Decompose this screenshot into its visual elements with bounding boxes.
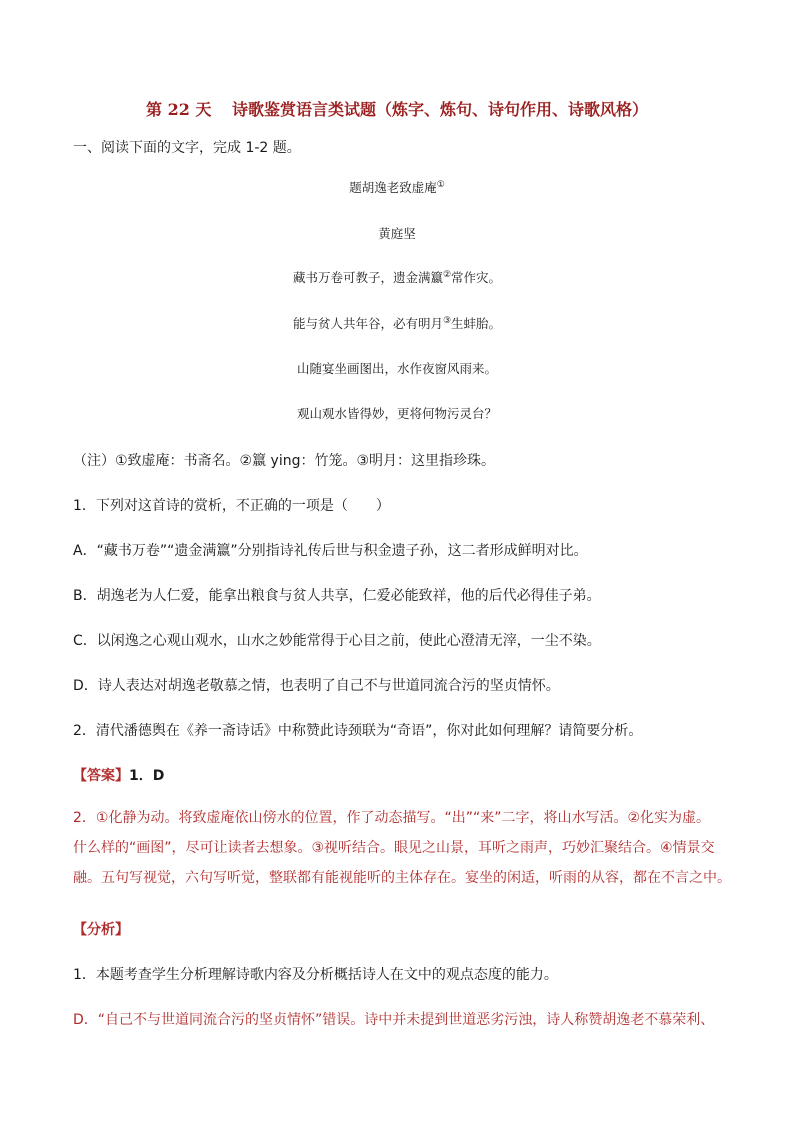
poem-title [0,178,794,196]
poem-line-1a: 藏书万卷可教子，遗金满籝 [292,270,443,285]
footnote-mark: ② [442,269,452,280]
poem-author: 黄庭坚 [378,226,416,241]
poem-note: （注）①致虚庵：书斋名。②籝 ying：竹笼。③明月：这里指珍珠。 [73,453,496,469]
poem-line-4: 观山观水皆得妙，更将何物污灵台？ [296,406,497,421]
poem-line-2a: 能与贫人共年谷，必有明月 [292,316,443,331]
poem-line-2b: 生蚌胎。 [451,316,502,331]
answer-2-line-3: 融。五句写视觉，六句写听觉，整联都有能视能听的主体存在。宴坐的闲适，听雨的从容，都在不言之中。 [73,870,731,886]
question-1-stem: 1．下列对这首诗的赏析，不正确的一项是（ ） [73,498,390,514]
answer-2-line-2: 什么样的“画图”，尽可让读者去想象。③视听结合。眼见之山景，耳听之雨声，巧妙汇聚结合。④情景交 [73,840,715,856]
answer-2 [73,803,733,893]
option-c: C．以闲逸之心观山观水，山水之妙能常得于心目之前，使此心澄清无滓，一尘不染。 [73,633,601,649]
answer-label: 【答案】 [73,768,129,784]
analysis-line-2: D．“自己不与世道同流合污的坚贞情怀”错误。诗中并未提到世道恶劣污浊，诗人称赞胡逸老不慕荣利、 [73,1012,715,1028]
poem-line-2 [0,314,794,332]
poem-title-text: 题胡逸老致虚庵 [349,180,437,195]
option-d: D．诗人表达对胡逸老敬慕之情，也表明了自己不与世道同流合污的坚贞情怀。 [73,678,560,694]
day-label: 第 22 天 [146,100,212,119]
analysis-label: 【分析】 [73,922,129,938]
answer-1: 1．D [129,768,165,784]
option-a: A．“藏书万卷”“遗金满籝”分别指诗礼传后世与积金遗子孙，这二者形成鲜明对比。 [73,543,588,559]
analysis-line-1: 1．本题考查学生分析理解诗歌内容及分析概括诗人在文中的观点态度的能力。 [73,967,558,983]
footnote-mark: ③ [442,315,452,326]
question-2-stem: 2．清代潘德舆在《养一斋诗话》中称赞此诗颈联为“奇语”，你对此如何理解？请简要分析。 [73,723,643,739]
option-b: B．胡逸老为人仁爱，能拿出粮食与贫人共享，仁爱必能致祥，他的后代必得佳子弟。 [73,588,601,604]
title-text: 诗歌鉴赏语言类试题（炼字、炼句、诗句作用、诗歌风格） [232,100,649,119]
page-title [0,97,794,121]
poem-line-3: 山随宴坐画图出，水作夜窗风雨来。 [296,361,497,376]
answer-heading [73,765,164,785]
poem-line-1 [0,268,794,286]
answer-2-line-1: 2．①化静为动。将致虚庵依山傍水的位置，作了动态描写。“出”“来”二字，将山水写活。②化实为虚。 [73,810,711,826]
footnote-mark: ① [436,179,445,190]
section-intro: 一、阅读下面的文字，完成 1-2 题。 [73,140,301,156]
poem-line-1b: 常作灾。 [451,270,502,285]
